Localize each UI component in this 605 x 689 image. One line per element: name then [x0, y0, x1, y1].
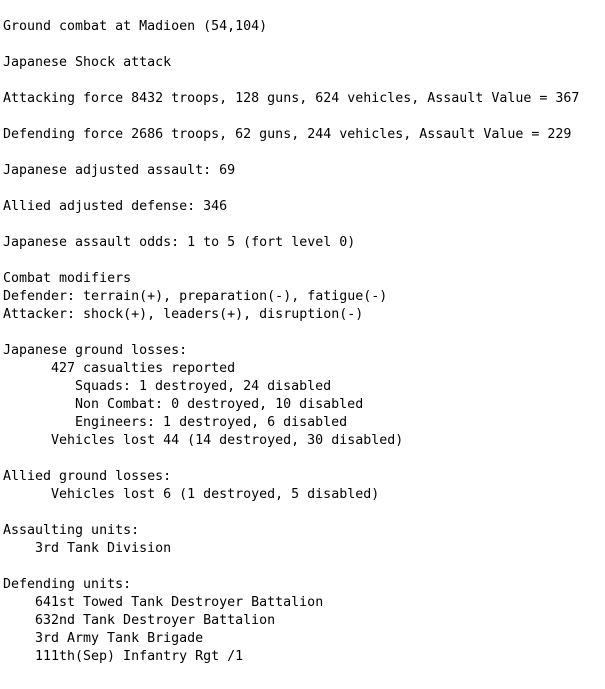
- combat-report: [3, 18, 603, 666]
- defender-modifiers: Defender: terrain(+), preparation(-), fatigue(-): [3, 289, 388, 304]
- japanese-vehicles-lost: Vehicles lost 44 (14 destroyed, 30 disabled): [51, 433, 404, 448]
- japanese-squads-lost: Squads: 1 destroyed, 24 disabled: [75, 379, 332, 394]
- assaulting-units-header: Assaulting units:: [3, 523, 140, 538]
- defending-unit: 111th(Sep) Infantry Rgt /1: [35, 649, 244, 664]
- allied-losses-header: Allied ground losses:: [3, 469, 172, 484]
- spacer: [3, 504, 603, 522]
- allied-adjusted-defense: Allied adjusted defense: 346: [3, 199, 228, 214]
- modifiers-header: Combat modifiers: [3, 271, 132, 286]
- attacking-force: Attacking force 8432 troops, 128 guns, 624 vehicles, Assault Value = 367: [3, 91, 580, 106]
- attacker-modifiers: Attacker: shock(+), leaders(+), disruption(-): [3, 307, 364, 322]
- japanese-engineers-lost: Engineers: 1 destroyed, 6 disabled: [75, 415, 348, 430]
- spacer: [3, 558, 603, 576]
- spacer: [3, 450, 603, 468]
- spacer: [3, 180, 603, 198]
- spacer: [3, 108, 603, 126]
- defending-unit: 3rd Army Tank Brigade: [35, 631, 204, 646]
- spacer: [3, 252, 603, 270]
- assaulting-unit: 3rd Tank Division: [35, 541, 172, 556]
- japanese-noncombat-lost: Non Combat: 0 destroyed, 10 disabled: [75, 397, 364, 412]
- japanese-casualties: 427 casualties reported: [51, 361, 236, 376]
- defending-force: Defending force 2686 troops, 62 guns, 244 vehicles, Assault Value = 229: [3, 127, 572, 142]
- spacer: [3, 144, 603, 162]
- spacer: [3, 72, 603, 90]
- spacer: [3, 216, 603, 234]
- spacer: [3, 324, 603, 342]
- report-title: Ground combat at Madioen (54,104): [3, 19, 268, 34]
- defending-unit: 632nd Tank Destroyer Battalion: [35, 613, 276, 628]
- japanese-adjusted-assault: Japanese adjusted assault: 69: [3, 163, 236, 178]
- defending-unit: 641st Towed Tank Destroyer Battalion: [35, 595, 324, 610]
- assault-odds: Japanese assault odds: 1 to 5 (fort level 0): [3, 235, 356, 250]
- spacer: [3, 36, 603, 54]
- attack-type: Japanese Shock attack: [3, 55, 172, 70]
- allied-vehicles-lost: Vehicles lost 6 (1 destroyed, 5 disabled): [51, 487, 380, 502]
- japanese-losses-header: Japanese ground losses:: [3, 343, 188, 358]
- defending-units-header: Defending units:: [3, 577, 132, 592]
